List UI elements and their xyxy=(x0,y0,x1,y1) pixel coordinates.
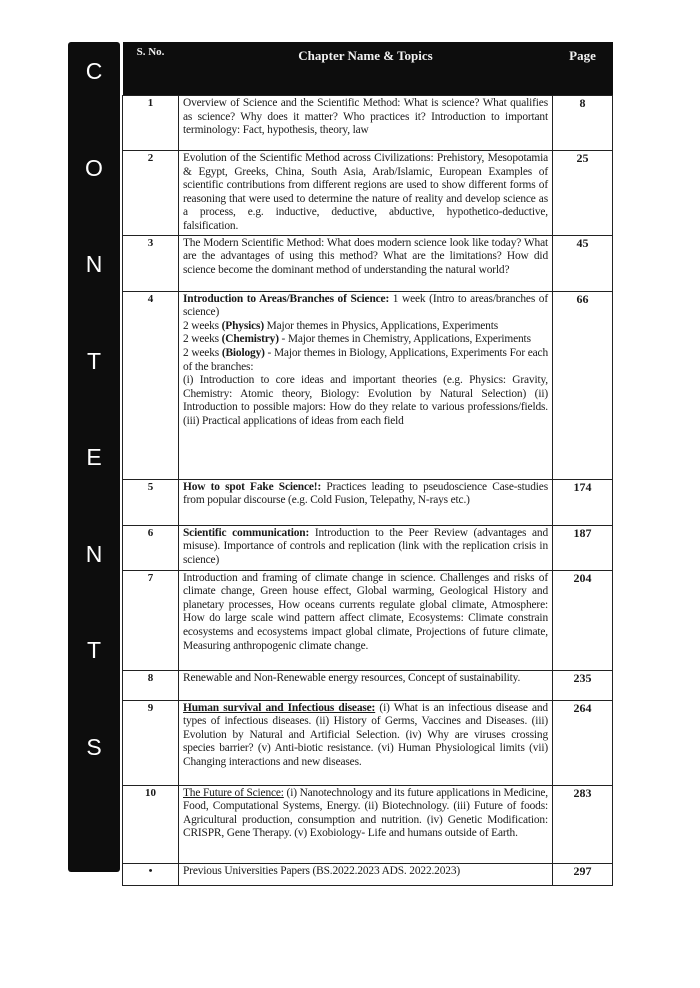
page-number: 187 xyxy=(553,525,613,570)
topic-text: Previous Universities Papers (BS.2022.2023 ADS. 2022.2023) xyxy=(183,864,461,877)
chapter-topics xyxy=(179,525,553,570)
table-row xyxy=(123,863,613,885)
chapter-topics xyxy=(179,235,553,291)
sidebar-letter: C xyxy=(85,58,103,84)
page-number: 204 xyxy=(553,570,613,670)
page-number: 283 xyxy=(553,785,613,863)
chapter-topics xyxy=(179,863,553,885)
chapter-number: 10 xyxy=(123,785,179,863)
topic-text: Introduction and framing of climate change in science. Challenges and risks of climate change, Green house effect, Global warming, Geological History and planetary processes, How oceans currents regulate global climate, Atmosphere: How do large scale wind pattern affect climate, Ecosystems: Climate constrain ecosystems and ecosystems impact global climate, Projections of future climate, Measuring anthropogenic climate change. xyxy=(183,571,548,652)
header-page: Page xyxy=(553,42,613,96)
table-header xyxy=(123,42,613,96)
topic-text: Renewable and Non-Renewable energy resources, Concept of sustainability. xyxy=(183,671,521,684)
chapter-number: 3 xyxy=(123,235,179,291)
sidebar-letter: E xyxy=(86,444,102,470)
chapter-number: 1 xyxy=(123,96,179,151)
chapter-title: The Future of Science: xyxy=(183,786,284,799)
chapter-title: How to spot Fake Science!: xyxy=(183,480,322,493)
page-number: 25 xyxy=(553,151,613,236)
chapter-number: 7 xyxy=(123,570,179,670)
chapter-topics xyxy=(179,700,553,785)
topic-text: (i) What is an infectious disease and types of infectious diseases. (ii) History of Germs, Vaccines and Diseases. (iii) Evolution by Natural and Artificial Selection. (iv) Why are viruses crossing species barrier? (v) Anti-biotic resistance. (vi) Human Physiological limits (vii) Changing interactions and new diseases. xyxy=(183,701,548,768)
table-row xyxy=(123,291,613,479)
topic-text: Major themes in Physics, Applications, Experiments xyxy=(263,319,499,332)
table-row xyxy=(123,235,613,291)
header-chapter: Chapter Name & Topics xyxy=(179,42,553,96)
table-row xyxy=(123,785,613,863)
sidebar-letter: T xyxy=(86,347,102,374)
sidebar-letter: N xyxy=(85,251,103,277)
sidebar-letter: T xyxy=(86,637,102,663)
chapter-topics xyxy=(179,151,553,236)
chapter-title: Human survival and Infectious disease: xyxy=(183,701,376,714)
table-row xyxy=(123,670,613,700)
chapter-topics xyxy=(179,96,553,151)
chapter-topics xyxy=(179,291,553,479)
topic-text: (i) Introduction to core ideas and important theories (e.g. Physics: Gravity, Chemistry: Atomic theory, Biology: Evolution by Natural Selection) (ii) Introduction to possible majors: How do they relate to various professions/fields. (iii) Practical applications of ideas from each field xyxy=(183,374,548,427)
table-row xyxy=(123,570,613,670)
page-number: 174 xyxy=(553,479,613,525)
topic-text: Practices leading to pseudoscience Case-studies from popular discourse (e.g. Cold Fusion, Telepathy, N-rays etc.) xyxy=(183,480,548,507)
sidebar-letter: S xyxy=(86,733,102,760)
page-number: 8 xyxy=(553,96,613,151)
chapter-number: 9 xyxy=(123,700,179,785)
topic-text: 2 weeks xyxy=(183,319,222,332)
page-number: 45 xyxy=(553,235,613,291)
chapter-number: 8 xyxy=(123,670,179,700)
page-number: 66 xyxy=(553,291,613,479)
contents-sidebar xyxy=(68,42,120,872)
sidebar-letter: N xyxy=(85,540,103,567)
table-row xyxy=(123,525,613,570)
chapter-title: Introduction to Areas/Branches of Science: xyxy=(183,292,390,305)
table-row xyxy=(123,96,613,151)
topic-text: The Modern Scientific Method: What does modern science look like today? What are the advantages of using this method? What are the limitations? How did science become the dominant method of understanding the natural world? xyxy=(183,236,548,276)
chapter-number: 6 xyxy=(123,525,179,570)
contents-table xyxy=(122,42,613,886)
topic-text: Evolution of the Scientific Method across Civilizations: Prehistory, Mesopotamia & Egypt, Greeks, China, South Asia, Arab/Islamic, European Examples of scientific contributions from different regions are used to show different forms of reasoning that were used to determine the nature of reality and develop science as a process, e.g. inductive, deductive, abductive, hypothetico-deductive, falsification. xyxy=(183,152,548,232)
page-number: 264 xyxy=(553,700,613,785)
table-row xyxy=(123,700,613,785)
chapter-topics xyxy=(179,479,553,525)
chapter-number: 5 xyxy=(123,479,179,525)
topic-text: 1 week (Intro to areas/branches of science) xyxy=(183,292,548,319)
topic-text: Overview of Science and the Scientific Method: What is science? What qualifies as science? Why does it matter? Who practices it? Introduction to important terminology: Fact, hypothesis, theory, law xyxy=(183,97,548,137)
chapter-topics xyxy=(179,785,553,863)
chapter-number: 2 xyxy=(123,151,179,236)
chapter-topics xyxy=(179,670,553,700)
chapter-title: (Biology) xyxy=(221,346,265,359)
topic-text: - Major themes in Chemistry, Applications, Experiments xyxy=(278,333,531,346)
chapter-number: 4 xyxy=(123,291,179,479)
chapter-title: (Physics) xyxy=(221,319,264,332)
chapter-number: • xyxy=(123,863,179,885)
chapter-title: Scientific communication: xyxy=(183,526,310,539)
topic-text: 2 weeks xyxy=(183,346,222,359)
chapter-title: (Chemistry) xyxy=(221,333,279,346)
topic-text: (i) Nanotechnology and its future applications in Medicine, Food, Computational Systems, Energy. (ii) Biotechnology. (iii) Future of foods: Agricultural production, consumption and nutrition. (iv) Genetic Modification: CRISPR, Gene Therapy. (v) Exobiology- Life and humans outside of Earth. xyxy=(183,786,548,840)
page-number: 297 xyxy=(553,863,613,885)
header-sno: S. No. xyxy=(123,42,179,96)
topic-text: - Major themes in Biology, Applications, Experiments For each of the branches: xyxy=(183,346,549,373)
page-number: 235 xyxy=(553,670,613,700)
table-row xyxy=(123,479,613,525)
sidebar-letter: O xyxy=(85,154,103,181)
topic-text: 2 weeks xyxy=(183,333,222,346)
topic-text: Introduction to the Peer Review (advantages and misuse). Importance of controls and replication (link with the replication crisis in science) xyxy=(183,526,548,566)
table-row xyxy=(123,151,613,236)
chapter-topics xyxy=(179,570,553,670)
